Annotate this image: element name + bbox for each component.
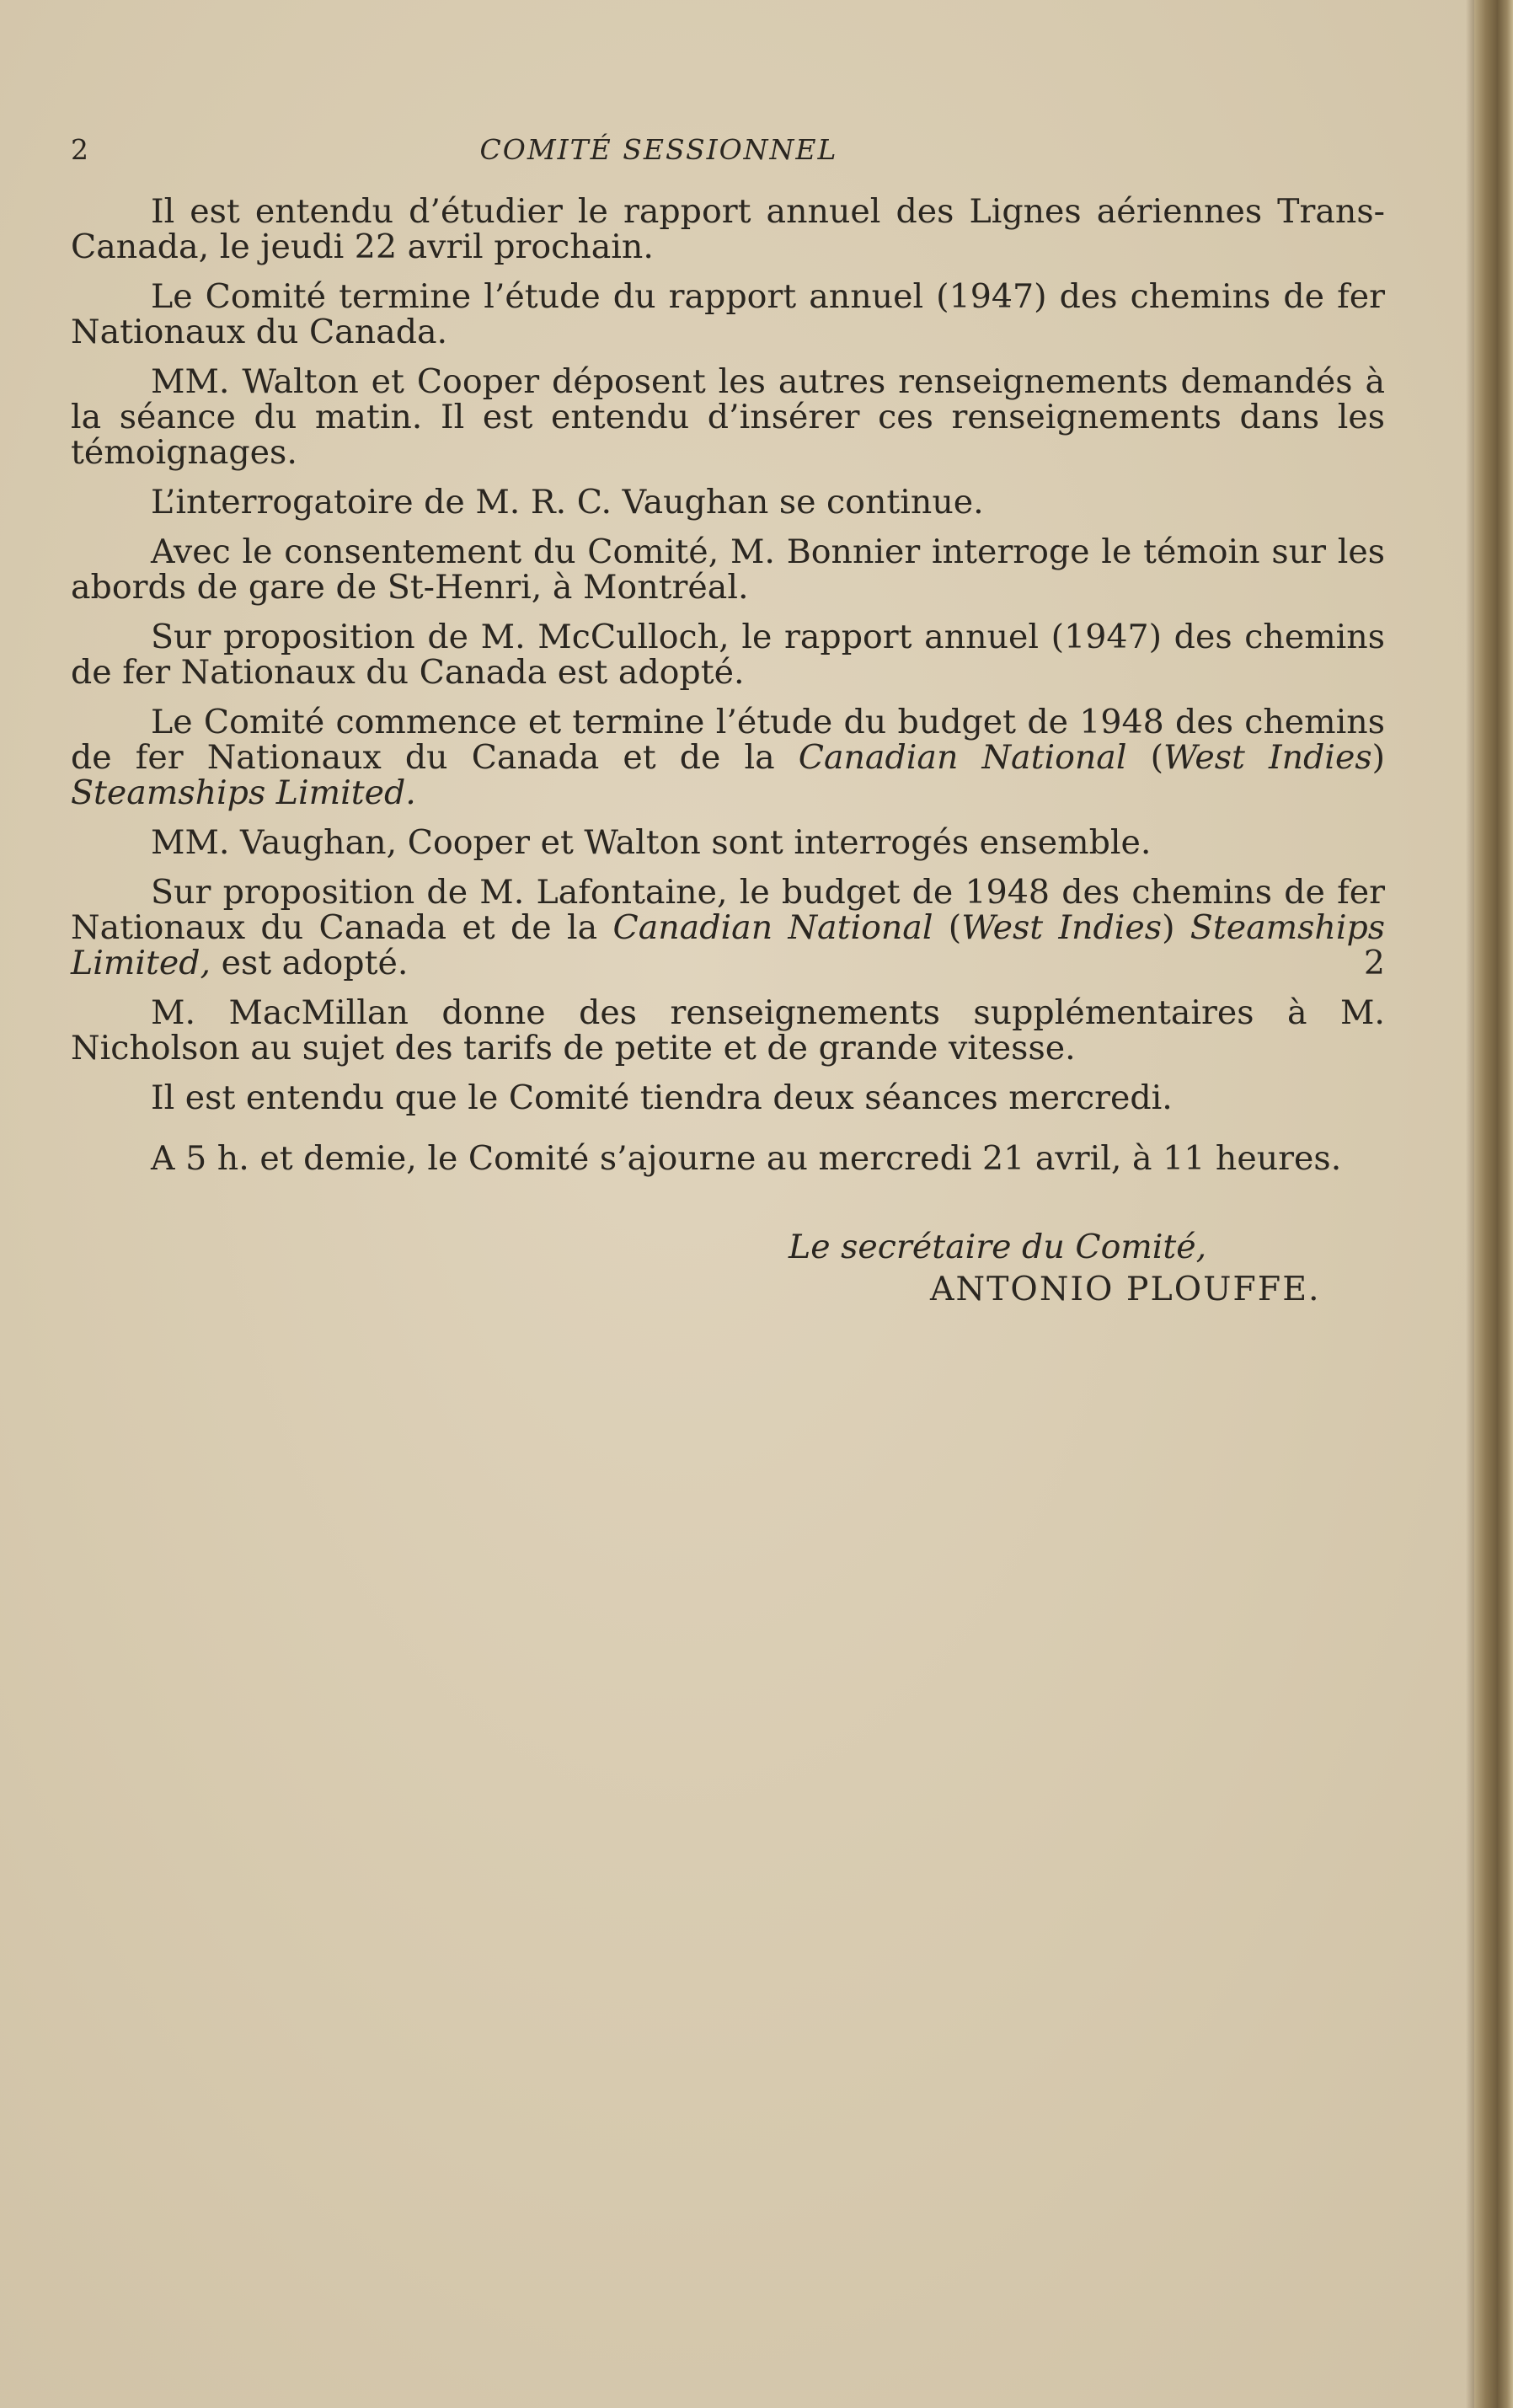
book-spine-edge bbox=[1474, 0, 1513, 2408]
west-indies-italic: West Indies bbox=[961, 908, 1163, 947]
signature-block bbox=[71, 1226, 1385, 1310]
company-name-italic: Canadian National bbox=[612, 908, 933, 947]
paragraph-joint-examination: MM. Vaughan, Cooper et Walton sont interrogés ensemble. bbox=[151, 823, 1152, 862]
west-indies-italic: West Indies bbox=[1163, 738, 1372, 777]
paren-close: ) bbox=[1371, 738, 1386, 777]
paragraph-budget-adopted bbox=[71, 875, 1385, 981]
paragraph-cnr-report-study: Le Comité termine l’étude du rapport annuel (1947) des chemins de fer Nationaux du Canada. bbox=[71, 277, 1385, 351]
company-name-italic: Canadian National bbox=[798, 738, 1127, 777]
page-header bbox=[71, 133, 1385, 174]
budget-study-text: Le Comité commence et termine l’étude du budget de 1948 des chemins de fer Nationaux du Canada et de la bbox=[71, 703, 1385, 777]
budget-adopted-text: Sur proposition de M. Lafontaine, le budget de 1948 des chemins de fer Nationaux du Canada et de la bbox=[71, 873, 1385, 947]
binding-shadow bbox=[1466, 0, 1474, 2408]
paragraph-budget-study bbox=[71, 704, 1385, 811]
paragraph-tca-report: Il est entendu d’étudier le rapport annuel des Lignes aériennes Trans-Canada, le jeudi 22 avril prochain. bbox=[71, 192, 1385, 266]
minutes-body bbox=[71, 194, 1385, 1191]
paragraph-bonnier-question: Avec le consentement du Comité, M. Bonnier interroge le témoin sur les abords de gare de St-Henri, à Montréal. bbox=[71, 532, 1385, 607]
paragraph-examination-vaughan: L’interrogatoire de M. R. C. Vaughan se continue. bbox=[151, 483, 984, 522]
vote-number: 2 bbox=[1363, 944, 1385, 982]
paragraph-macmillan-info: M. MacMillan donne des renseignements supplémentaires à M. Nicholson au sujet des tarifs de petite et de grande vitesse. bbox=[71, 993, 1385, 1068]
paragraph-information-filed: MM. Walton et Cooper déposent les autres renseignements demandés à la séance du matin. Il est entendu d’insérer ces renseignements dans les témoignages. bbox=[71, 362, 1385, 472]
page-number: 2 bbox=[71, 133, 89, 166]
steamships-italic: Steamships Limited. bbox=[71, 773, 416, 812]
steamships-italic: Steamships Limited, bbox=[71, 908, 1386, 982]
adopted-text: est adopté. bbox=[211, 944, 409, 982]
paragraph-adjournment: A 5 h. et demie, le Comité s’ajourne au mercredi 21 avril, à 11 heures. bbox=[151, 1139, 1342, 1178]
paragraph-report-adopted: Sur proposition de M. McCulloch, le rapport annuel (1947) des chemins de fer Nationaux du Canada est adopté. bbox=[71, 618, 1385, 692]
paren-open: ( bbox=[933, 908, 962, 947]
running-title: COMITÉ SESSIONNEL bbox=[479, 133, 838, 166]
paragraph-two-sittings: Il est entendu que le Comité tiendra deux séances mercredi. bbox=[151, 1078, 1173, 1117]
secretary-name: ANTONIO PLOUFFE. bbox=[930, 1270, 1321, 1308]
paren-close: ) bbox=[1162, 908, 1190, 947]
paren-open: ( bbox=[1126, 738, 1163, 777]
secretary-role: Le secrétaire du Comité, bbox=[789, 1228, 1207, 1266]
